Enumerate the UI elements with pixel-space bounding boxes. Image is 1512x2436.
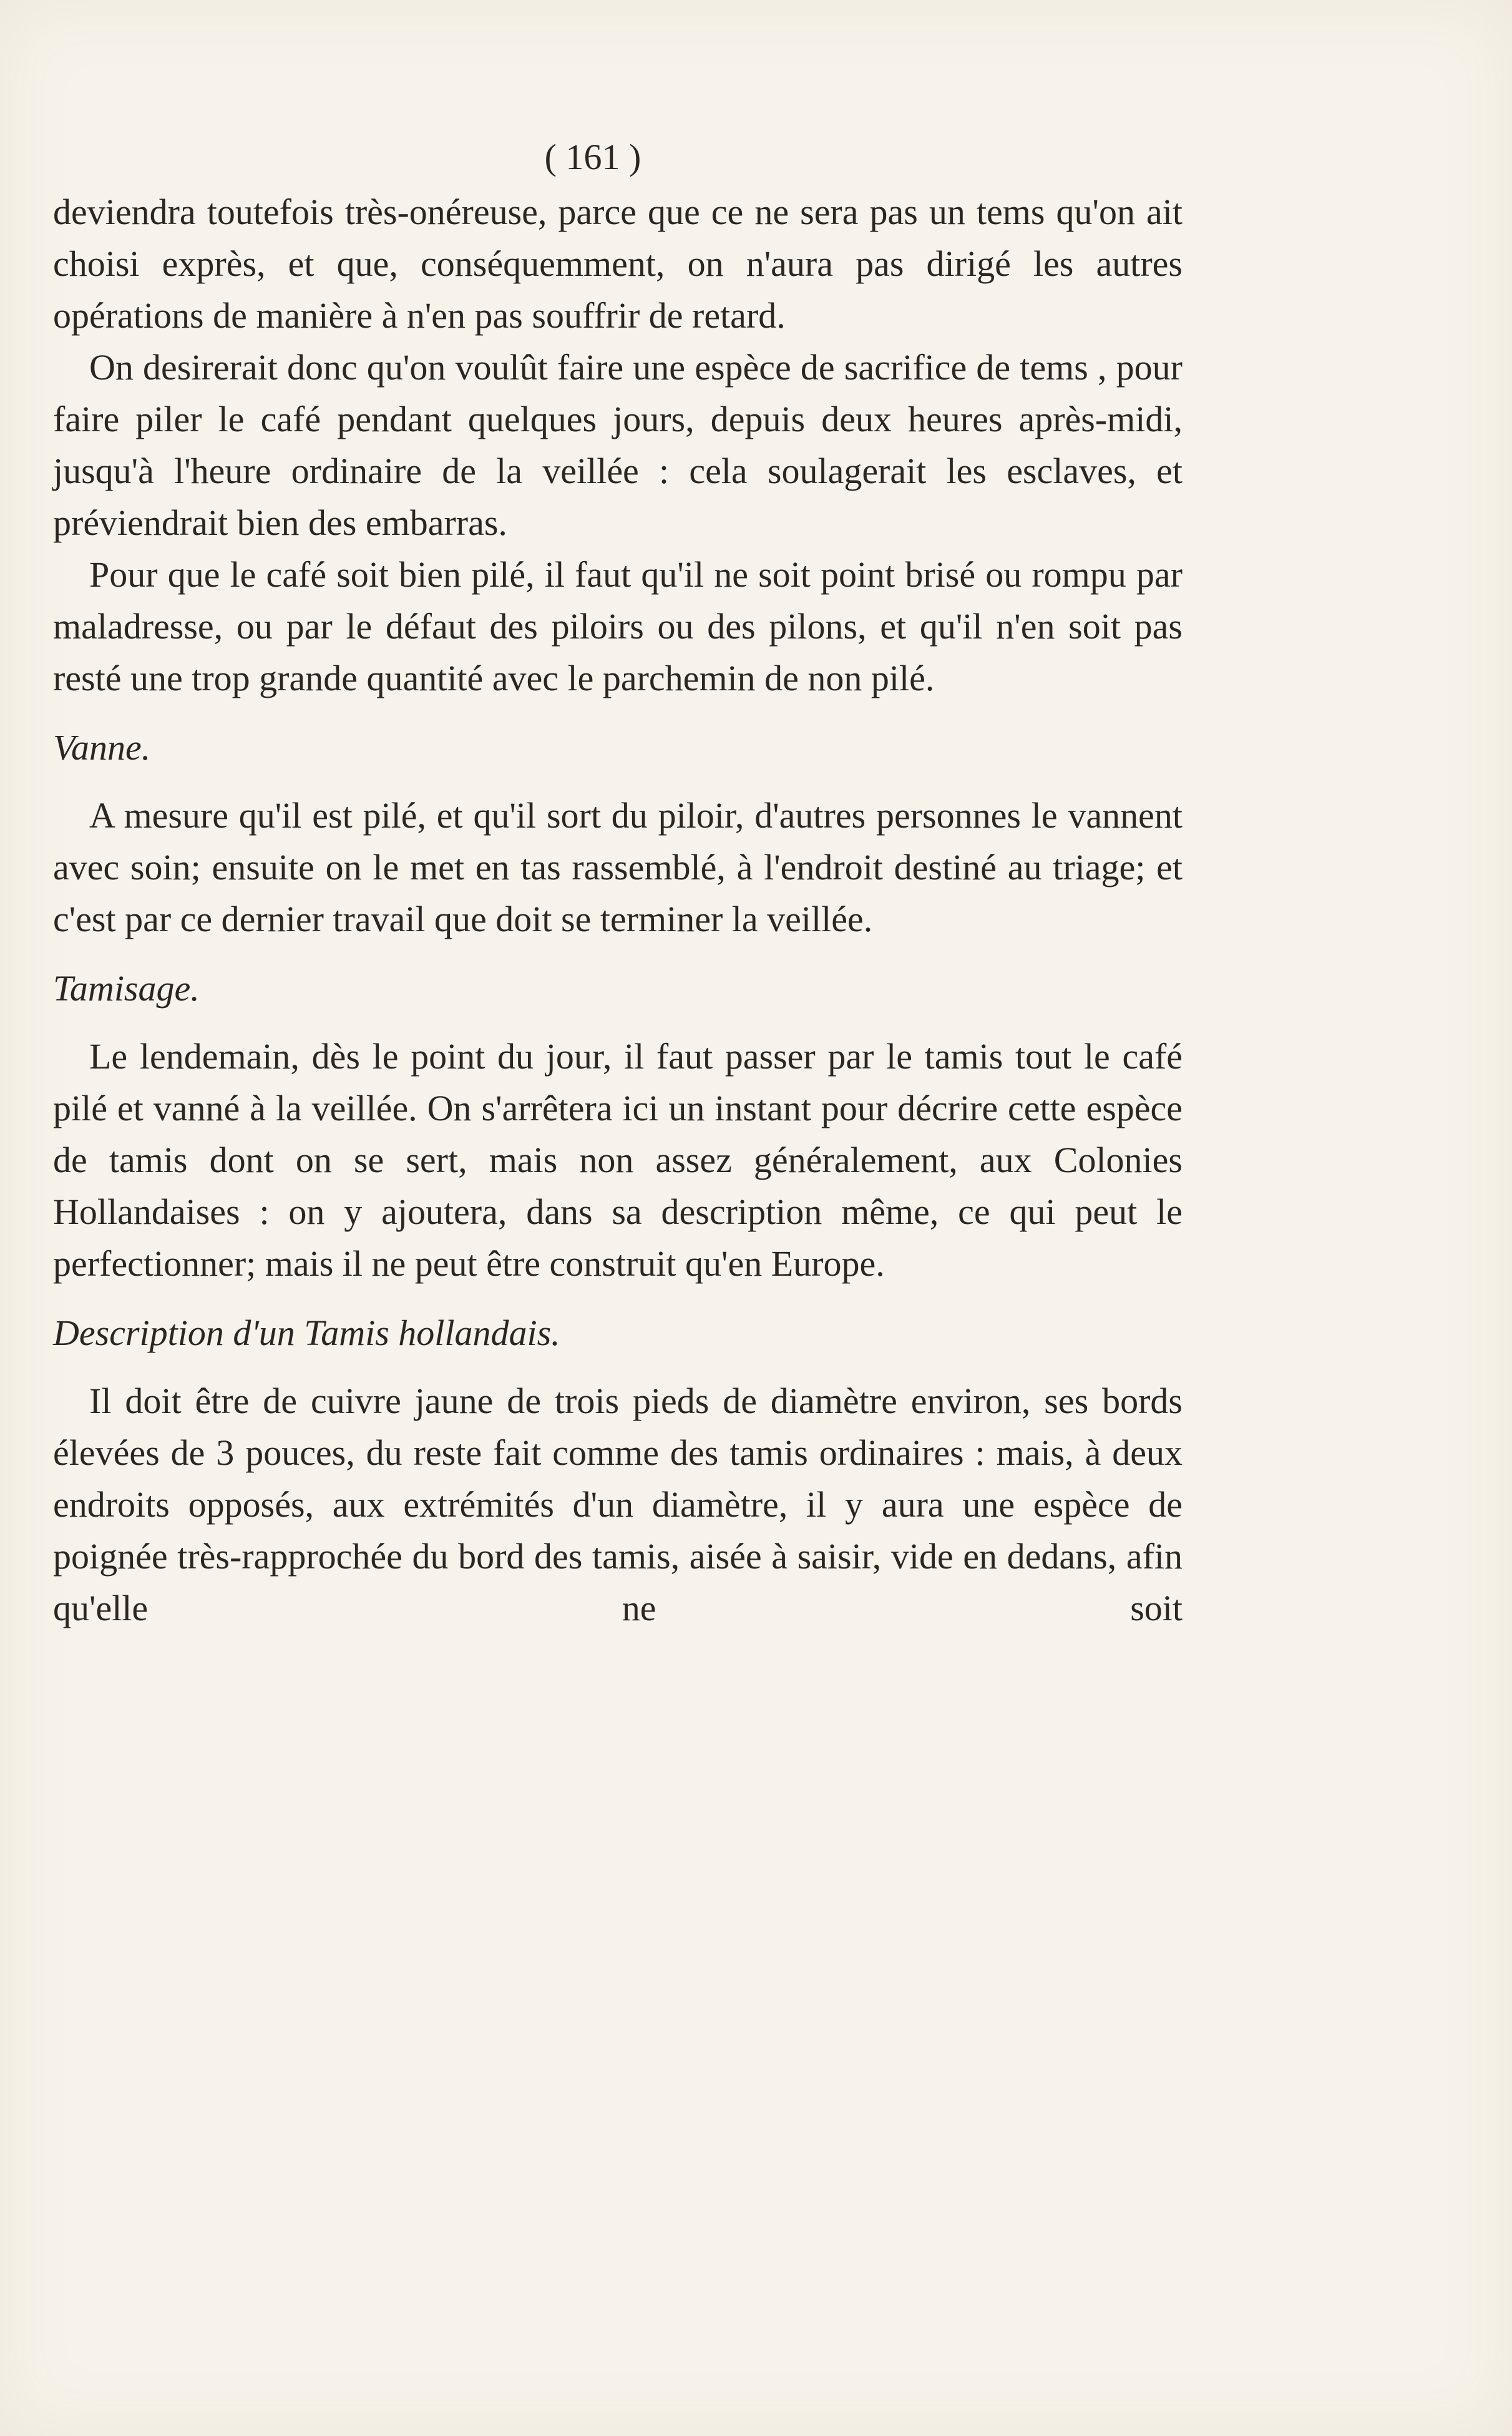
paragraph-5: Le lendemain, dès le point du jour, il faut passer par le tamis tout le café pilé et vanné à la veillée. On s'arrêtera ici un instant pour décrire cette espèce de tamis dont on se sert, mais non assez généralement, aux Colonies Hollandaises : on y ajoutera, dans sa description même, ce qui peut le perfectionner; mais il ne peut être construit qu'en Europe.: [53, 1036, 1183, 1284]
paragraph-1: deviendra toutefois très-onéreuse, parce que ce ne sera pas un tems qu'on ait choisi exprès, et que, conséquemment, on n'aura pas dirigé les autres opérations de manière à n'en pas souffrir de retard.: [53, 192, 1183, 336]
page-number: ( 161 ): [544, 137, 641, 177]
paragraph-2: On desirerait donc qu'on voulût faire une espèce de sacrifice de tems , pour faire piler le café pendant quelques jours, depuis deux heures après-midi, jusqu'à l'heure ordinaire de la veillée : cela soulagerait les esclaves, et préviendrait bien des embarras.: [53, 347, 1183, 543]
paragraph-3: Pour que le café soit bien pilé, il faut qu'il ne soit point brisé ou rompu par maladresse, ou par le défaut des piloirs ou des pilons, et qu'il n'en soit pas resté une trop grande quantité avec le parchemin de non pilé.: [53, 554, 1183, 698]
heading-tamisage: Tamisage.: [53, 968, 200, 1009]
page-text: [53, 134, 1183, 1634]
heading-vanne: Vanne.: [53, 727, 151, 768]
paragraph-4: A mesure qu'il est pilé, et qu'il sort du piloir, d'autres personnes le vannent avec soin; ensuite on le met en tas rassemblé, à l'endroit destiné au triage; et c'est par ce dernier travail que doit se terminer la veillée.: [53, 795, 1183, 939]
paragraph-6: Il doit être de cuivre jaune de trois pieds de diamètre environ, ses bords élevées de 3 pouces, du reste fait comme des tamis ordinaires : mais, à deux endroits opposés, aux extrémités d'un diamètre, il y aura une espèce de poignée très-rapprochée du bord des tamis, aisée à saisir, vide en dedans, afin qu'elle ne soit: [53, 1381, 1183, 1628]
heading-description: Description d'un Tamis hollandais.: [53, 1313, 560, 1353]
